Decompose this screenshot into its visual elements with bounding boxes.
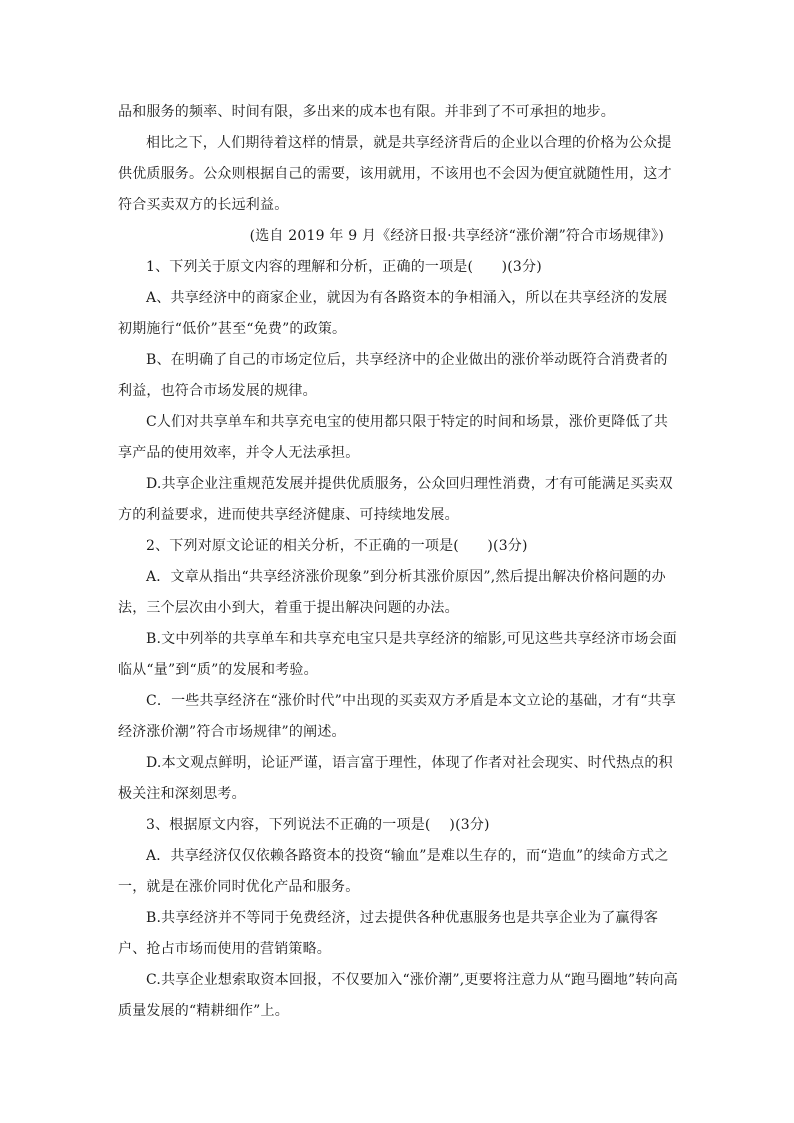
question-stem: 1、下列关于原文内容的理解和分析，正确的一项是( )(3分) [146,259,542,275]
passage-paragraph: 相比之下，人们期待着这样的情景，就是共享经济背后的企业以合理的价格为公众提供优质服务。公众则根据自己的需要，该用就用，不该用也不会因为便宜就随性用，这才符合买卖双方的长远利益。 [118,135,672,213]
passage-continuation: 品和服务的频率、时间有限，多出来的成本也有限。并非到了不可承担的地步。 [118,104,615,120]
question-stem: 2、下列对原文论证的相关分析，不正确的一项是( )(3分) [146,538,528,554]
option-c: C人们对共享单车和共享充电宝的使用都只限于特定的时间和场景，涨价更降低了共享产品的使用效率，并令人无法承担。 [118,414,669,461]
option-b: B.共享经济并不等同于免费经济，过去提供各种优惠服务也是共享企业为了赢得客户、抢占市场而使用的营销策略。 [118,910,659,957]
option-d: D.共享企业注重规范发展并提供优质服务，公众回归理性消费，才有可能满足买卖双方的利益要求，进而使共享经济健康、可持续地发展。 [118,476,673,523]
option-d: D.本文观点鲜明，论证严谨，语言富于理性，体现了作者对社会现实、时代热点的积极关注和深刻思考。 [118,755,673,802]
option-b: B、在明确了自己的市场定位后，共享经济中的企业做出的涨价举动既符合消费者的利益，也符合市场发展的规律。 [118,352,668,399]
question-2 [118,531,678,810]
question-1 [118,252,678,531]
option-c: C．一些共享经济在“涨价时代”中出现的买卖双方矛盾是本文立论的基础，才有“共享经济涨价潮”符合市场规律”的阐述。 [118,693,676,740]
option-a: A、共享经济中的商家企业，就因为有各路资本的争相涌入，所以在共享经济的发展初期施行“低价”甚至“免费”的政策。 [118,290,668,337]
option-c: C.共享企业想索取资本回报，不仅要加入“涨价潮”,更要将注意力从“跑马圈地”转向高质量发展的“精耕细作”上。 [118,972,678,1019]
document-page [118,97,678,1027]
option-a: A．文章从指出“共享经济涨价现象”到分析其涨价原因”,然后提出解决价格问题的办法，三个层次由小到大，着重于提出解决问题的办法。 [118,569,666,616]
option-a: A．共享经济仅仅依赖各路资本的投资“输血”是难以生存的，而“造血”的续命方式之一，就是在涨价同时优化产品和服务。 [118,848,669,895]
option-b: B.文中列举的共享单车和共享充电宝只是共享经济的缩影,可见这些共享经济市场会面临从“量”到“质”的发展和考验。 [118,631,677,678]
question-3 [118,810,678,1027]
question-stem: 3、根据原文内容，下列说法不正确的一项是( )(3分) [146,817,490,833]
source-citation: (选自 2019 年 9 月《经济日报·共享经济“涨价潮”符合市场规律》) [249,228,664,244]
